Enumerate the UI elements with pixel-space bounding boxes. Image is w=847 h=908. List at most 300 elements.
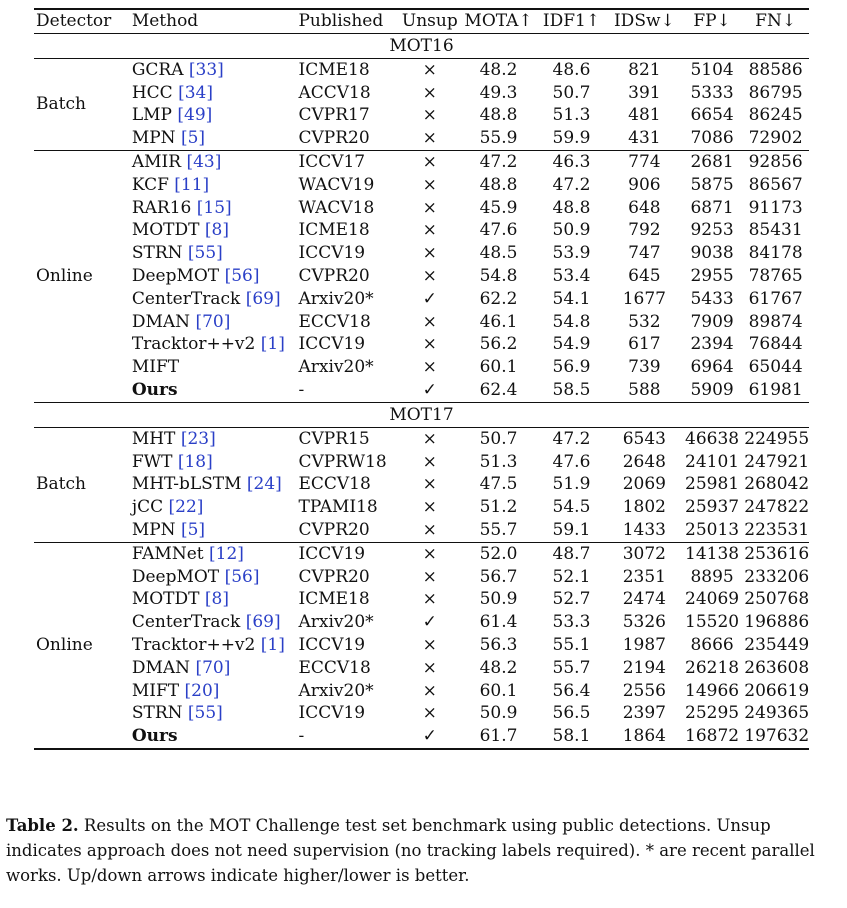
mota-cell: 47.6 (479, 220, 518, 241)
citation-link[interactable]: [70] (195, 657, 231, 678)
mota-cell: 62.4 (479, 379, 518, 400)
published-cell: Arxiv20* (298, 288, 374, 309)
fn-cell: 268042 (744, 474, 809, 495)
method-name: HCC (131, 82, 173, 103)
cross-icon: × (422, 543, 437, 564)
header-method: Method (131, 11, 199, 31)
cross-icon: × (422, 220, 437, 241)
caption-text: Results on the MOT Challenge test set benchmark using public detections. Unsup indicates approach does not need supervision (no tracking labels required). * are recent parallel works. Up/down arrows indicate higher/lower is better. (6, 816, 815, 885)
published-cell: ICCV19 (298, 243, 366, 264)
method-cell (130, 611, 297, 634)
cross-icon: × (422, 428, 437, 449)
method-cell (130, 58, 297, 81)
fn-cell: 72902 (748, 128, 803, 149)
fp-cell: 14138 (685, 543, 740, 564)
fn-cell: 86795 (748, 82, 803, 103)
citation-link[interactable]: [33] (188, 59, 224, 80)
fp-cell: 26218 (685, 657, 740, 678)
idf1-cell: 56.4 (552, 680, 591, 701)
fp-cell: 7909 (690, 311, 734, 332)
table-row (34, 496, 809, 519)
fp-cell: 5333 (690, 82, 734, 103)
table-row (34, 242, 809, 265)
mota-cell: 45.9 (479, 197, 518, 218)
cross-icon: × (422, 243, 437, 264)
fn-cell: 247822 (744, 497, 809, 518)
idf1-cell: 47.2 (552, 174, 591, 195)
fn-cell: 85431 (748, 220, 803, 241)
checkmark-icon: ✓ (422, 288, 437, 309)
table-row (34, 356, 809, 379)
fp-cell: 5909 (690, 379, 734, 400)
fn-cell: 88586 (748, 59, 803, 80)
citation-link[interactable]: [34] (178, 82, 213, 103)
citation-link[interactable]: [5] (180, 128, 206, 149)
mota-cell: 51.3 (479, 451, 518, 472)
table-row (34, 311, 809, 334)
idf1-cell: 53.9 (552, 243, 591, 264)
idsw-cell: 774 (628, 151, 661, 172)
fp-cell: 2394 (690, 334, 734, 355)
cross-icon: × (422, 174, 437, 195)
fp-cell: 8895 (690, 566, 734, 587)
published-cell: WACV18 (298, 197, 375, 218)
table-row (34, 542, 809, 565)
table-row (34, 58, 809, 81)
detector-type-cell: Online (36, 634, 93, 655)
published-cell: - (298, 379, 305, 400)
table-row (34, 265, 809, 288)
idf1-cell: 54.1 (552, 288, 591, 309)
method-name: RAR16 (131, 197, 192, 218)
published-cell: CVPR20 (298, 128, 370, 149)
published-cell: Arxiv20* (298, 357, 374, 378)
mota-cell: 49.3 (479, 82, 518, 103)
table-row (34, 104, 809, 127)
method-cell (130, 127, 297, 150)
citation-link[interactable]: [12] (209, 543, 244, 564)
published-cell: CVPR17 (298, 105, 370, 126)
idsw-cell: 2648 (622, 451, 666, 472)
method-cell (130, 219, 297, 242)
idf1-cell: 50.7 (552, 82, 591, 103)
cross-icon: × (422, 334, 437, 355)
checkmark-icon: ✓ (422, 612, 437, 633)
citation-link[interactable]: [11] (174, 174, 210, 195)
citation-link[interactable]: [24] (246, 474, 282, 495)
idf1-cell: 48.7 (552, 543, 591, 564)
method-name: AMIR (131, 151, 182, 172)
idsw-cell: 1677 (622, 288, 666, 309)
citation-link[interactable]: [23] (180, 428, 216, 449)
published-cell: Arxiv20* (298, 680, 374, 701)
fp-cell: 2955 (690, 265, 734, 286)
method-cell (130, 379, 297, 402)
fn-cell: 76844 (748, 334, 803, 355)
idf1-cell: 56.9 (552, 357, 591, 378)
cross-icon: × (422, 703, 437, 724)
method-cell (130, 333, 297, 356)
idf1-cell: 58.5 (552, 379, 591, 400)
method-name: Ours (131, 726, 178, 747)
fp-cell: 2681 (690, 151, 734, 172)
citation-link[interactable]: [69] (245, 288, 281, 309)
method-name: Tracktor++v2 (131, 334, 256, 355)
method-name: DMAN (131, 311, 191, 332)
citation-link[interactable]: [5] (180, 519, 206, 540)
cross-icon: × (422, 197, 437, 218)
fp-cell: 24069 (685, 589, 740, 610)
idf1-cell: 59.9 (552, 128, 591, 149)
method-cell (130, 680, 297, 703)
published-cell: WACV19 (298, 174, 375, 195)
mota-cell: 48.8 (479, 105, 518, 126)
method-cell (130, 288, 297, 311)
header-published: Published (298, 11, 384, 31)
published-cell: - (298, 726, 305, 747)
method-cell (130, 356, 297, 379)
mota-cell: 56.3 (479, 634, 518, 655)
idf1-cell: 50.9 (552, 220, 591, 241)
citation-link[interactable]: [15] (196, 197, 232, 218)
fn-cell: 92856 (748, 151, 803, 172)
idsw-cell: 431 (628, 128, 661, 149)
citation-link[interactable]: [20] (184, 680, 220, 701)
idf1-cell: 52.1 (552, 566, 591, 587)
published-cell: ECCV18 (298, 474, 371, 495)
method-cell (130, 473, 297, 496)
method-name: LMP (131, 105, 172, 126)
table-row (34, 725, 809, 749)
method-cell (130, 427, 297, 450)
published-cell: Arxiv20* (298, 612, 374, 633)
published-cell: ICCV19 (298, 334, 366, 355)
method-name: DeepMOT (131, 566, 220, 587)
fp-cell: 25295 (685, 703, 740, 724)
citation-link[interactable]: [56] (224, 265, 260, 286)
fn-cell: 249365 (744, 703, 809, 724)
fn-cell: 233206 (744, 566, 809, 587)
published-cell: ACCV18 (298, 82, 371, 103)
mota-cell: 48.2 (479, 657, 518, 678)
section-title: MOT17 (389, 404, 454, 425)
published-cell: ICCV17 (298, 151, 366, 172)
cross-icon: × (422, 634, 437, 655)
citation-link[interactable]: [49] (177, 105, 213, 126)
idf1-cell: 59.1 (552, 519, 591, 540)
idf1-cell: 47.2 (552, 428, 591, 449)
citation-link[interactable]: [22] (168, 497, 204, 518)
table-row (34, 680, 809, 703)
idf1-cell: 48.8 (552, 197, 591, 218)
fp-cell: 25013 (685, 519, 740, 540)
cross-icon: × (422, 59, 437, 80)
table-row (34, 702, 809, 725)
detector-type-cell: Batch (36, 474, 86, 495)
mota-cell: 48.8 (479, 174, 518, 195)
table-row (34, 566, 809, 589)
fp-cell: 5433 (690, 288, 734, 309)
section-header-row (34, 33, 809, 58)
fn-cell: 61767 (748, 288, 803, 309)
fp-cell: 14966 (685, 680, 740, 701)
cross-icon: × (422, 589, 437, 610)
fp-cell: 6964 (690, 357, 734, 378)
idsw-cell: 792 (628, 220, 661, 241)
section-title: MOT16 (389, 35, 454, 56)
idsw-cell: 6543 (622, 428, 666, 449)
idsw-cell: 5326 (622, 612, 666, 633)
citation-link[interactable]: [8] (204, 220, 229, 241)
published-cell: ICCV19 (298, 543, 366, 564)
method-cell (130, 82, 297, 105)
idsw-cell: 1864 (622, 726, 666, 747)
checkmark-icon: ✓ (422, 726, 437, 747)
method-cell (130, 265, 297, 288)
table-row (34, 473, 809, 496)
method-cell (130, 451, 297, 474)
idf1-cell: 46.3 (552, 151, 591, 172)
mota-cell: 56.2 (479, 334, 518, 355)
fn-cell: 61981 (748, 379, 803, 400)
fn-cell: 250768 (744, 589, 809, 610)
mota-cell: 48.2 (479, 59, 518, 80)
method-name: MPN (131, 519, 176, 540)
method-cell (130, 150, 297, 173)
method-cell (130, 519, 297, 542)
fn-cell: 65044 (748, 357, 803, 378)
idsw-cell: 2556 (622, 680, 666, 701)
cross-icon: × (422, 680, 437, 701)
fn-cell: 91173 (748, 197, 803, 218)
method-name: STRN (131, 243, 183, 264)
table-row (34, 333, 809, 356)
idsw-cell: 821 (628, 59, 661, 80)
mota-cell: 55.7 (479, 519, 518, 540)
published-cell: ICCV19 (298, 703, 366, 724)
citation-link[interactable]: [43] (186, 151, 222, 172)
header-idsw: IDSw↓ (613, 11, 675, 31)
mota-cell: 47.2 (479, 151, 518, 172)
fp-cell: 25937 (685, 497, 740, 518)
published-cell: ICME18 (298, 589, 370, 610)
idf1-cell: 51.3 (552, 105, 591, 126)
method-name: MOTDT (131, 589, 200, 610)
fn-cell: 247921 (744, 451, 809, 472)
idsw-cell: 648 (628, 197, 661, 218)
header-detector: Detector (36, 11, 112, 31)
idsw-cell: 645 (628, 265, 661, 286)
fp-cell: 7086 (690, 128, 734, 149)
table-row (34, 288, 809, 311)
fn-cell: 253616 (744, 543, 809, 564)
idf1-cell: 48.6 (552, 59, 591, 80)
fn-cell: 84178 (748, 243, 803, 264)
table-row (34, 588, 809, 611)
idsw-cell: 747 (628, 243, 661, 264)
cross-icon: × (422, 519, 437, 540)
idf1-cell: 47.6 (552, 451, 591, 472)
method-name: FWT (131, 451, 173, 472)
fp-cell: 15520 (685, 612, 740, 633)
table-row (34, 657, 809, 680)
citation-link[interactable]: [70] (195, 311, 231, 332)
cross-icon: × (422, 105, 437, 126)
header-idf1: IDF1↑ (542, 11, 601, 31)
published-cell: ICME18 (298, 59, 370, 80)
method-cell (130, 197, 297, 220)
method-cell (130, 104, 297, 127)
method-name: GCRA (131, 59, 184, 80)
method-name: MOTDT (131, 220, 200, 241)
mota-cell: 55.9 (479, 128, 518, 149)
method-name: Tracktor++v2 (131, 634, 256, 655)
fp-cell: 9253 (690, 220, 734, 241)
fn-cell: 224955 (744, 428, 809, 449)
cross-icon: × (422, 265, 437, 286)
method-cell (130, 542, 297, 565)
idsw-cell: 617 (628, 334, 661, 355)
header-fp: FP↓ (693, 11, 731, 31)
citation-link[interactable]: [69] (245, 612, 281, 633)
cross-icon: × (422, 451, 437, 472)
mota-cell: 50.7 (479, 428, 518, 449)
citation-link[interactable]: [1] (260, 334, 285, 355)
header-mota: MOTA↑ (464, 11, 533, 31)
cross-icon: × (422, 151, 437, 172)
idsw-cell: 2194 (622, 657, 666, 678)
table-row (34, 219, 809, 242)
method-name: jCC (131, 497, 164, 518)
method-name: MHT (131, 428, 176, 449)
detector-type-cell: Online (36, 265, 93, 286)
table-row (34, 150, 809, 173)
mota-cell: 51.2 (479, 497, 518, 518)
fn-cell: 223531 (744, 519, 809, 540)
table-row (34, 82, 809, 105)
fn-cell: 78765 (748, 265, 803, 286)
method-cell (130, 657, 297, 680)
method-name: MHT-bLSTM (131, 474, 242, 495)
mota-cell: 47.5 (479, 474, 518, 495)
method-cell (130, 242, 297, 265)
cross-icon: × (422, 82, 437, 103)
published-cell: TPAMI18 (298, 497, 378, 518)
header-fn: FN↓ (755, 11, 797, 31)
table-row (34, 127, 809, 150)
fp-cell: 24101 (685, 451, 740, 472)
method-name: MIFT (131, 357, 180, 378)
idsw-cell: 2069 (622, 474, 666, 495)
mota-cell: 60.1 (479, 680, 518, 701)
method-cell (130, 566, 297, 589)
fn-cell: 263608 (744, 657, 809, 678)
idsw-cell: 481 (628, 105, 661, 126)
mota-cell: 52.0 (479, 543, 518, 564)
idf1-cell: 55.1 (552, 634, 591, 655)
table-row (34, 634, 809, 657)
idsw-cell: 1433 (622, 519, 666, 540)
method-name: DeepMOT (131, 265, 220, 286)
idsw-cell: 391 (628, 82, 661, 103)
idf1-cell: 55.7 (552, 657, 591, 678)
header-unsup: Unsup (401, 11, 458, 31)
method-name: STRN (131, 703, 183, 724)
cross-icon: × (422, 474, 437, 495)
citation-link[interactable]: [8] (204, 589, 229, 610)
cross-icon: × (422, 128, 437, 149)
method-cell (130, 725, 297, 749)
table-body (34, 33, 809, 749)
idf1-cell: 54.8 (552, 311, 591, 332)
table-row (34, 174, 809, 197)
method-name: MIFT (131, 680, 180, 701)
mota-cell: 46.1 (479, 311, 518, 332)
checkmark-icon: ✓ (422, 379, 437, 400)
fp-cell: 16872 (685, 726, 740, 747)
fp-cell: 8666 (690, 634, 734, 655)
idf1-cell: 58.1 (552, 726, 591, 747)
fp-cell: 5875 (690, 174, 734, 195)
mota-cell: 60.1 (479, 357, 518, 378)
idsw-cell: 739 (628, 357, 661, 378)
caption-label: Table 2. (6, 816, 79, 835)
method-name: CenterTrack (131, 288, 241, 309)
fn-cell: 196886 (744, 612, 809, 633)
published-cell: ECCV18 (298, 311, 371, 332)
detector-type-cell: Batch (36, 93, 86, 114)
fn-cell: 86245 (748, 105, 803, 126)
method-cell (130, 702, 297, 725)
method-cell (130, 496, 297, 519)
idsw-cell: 2397 (622, 703, 666, 724)
mota-cell: 56.7 (479, 566, 518, 587)
idsw-cell: 906 (628, 174, 661, 195)
idsw-cell: 588 (628, 379, 661, 400)
published-cell: CVPR20 (298, 566, 370, 587)
fp-cell: 6871 (690, 197, 734, 218)
table-row (34, 197, 809, 220)
published-cell: ICME18 (298, 220, 370, 241)
idf1-cell: 54.9 (552, 334, 591, 355)
table-row (34, 519, 809, 542)
citation-link[interactable]: [55] (187, 703, 223, 724)
table-row (34, 611, 809, 634)
cross-icon: × (422, 311, 437, 332)
published-cell: ICCV19 (298, 634, 366, 655)
citation-link[interactable]: [55] (187, 243, 223, 264)
fp-cell: 9038 (690, 243, 734, 264)
mota-cell: 50.9 (479, 589, 518, 610)
published-cell: ECCV18 (298, 657, 371, 678)
idf1-cell: 53.4 (552, 265, 591, 286)
method-name: MPN (131, 128, 176, 149)
method-cell (130, 634, 297, 657)
mota-cell: 50.9 (479, 703, 518, 724)
citation-link[interactable]: [56] (224, 566, 260, 587)
fn-cell: 206619 (744, 680, 809, 701)
method-name: CenterTrack (131, 612, 241, 633)
mota-cell: 62.2 (479, 288, 518, 309)
table-row (34, 379, 809, 402)
citation-link[interactable]: [18] (177, 451, 213, 472)
citation-link[interactable]: [1] (260, 634, 285, 655)
results-table (34, 8, 809, 750)
published-cell: CVPR20 (298, 265, 370, 286)
published-cell: CVPR15 (298, 428, 370, 449)
fp-cell: 5104 (690, 59, 734, 80)
idsw-cell: 1802 (622, 497, 666, 518)
